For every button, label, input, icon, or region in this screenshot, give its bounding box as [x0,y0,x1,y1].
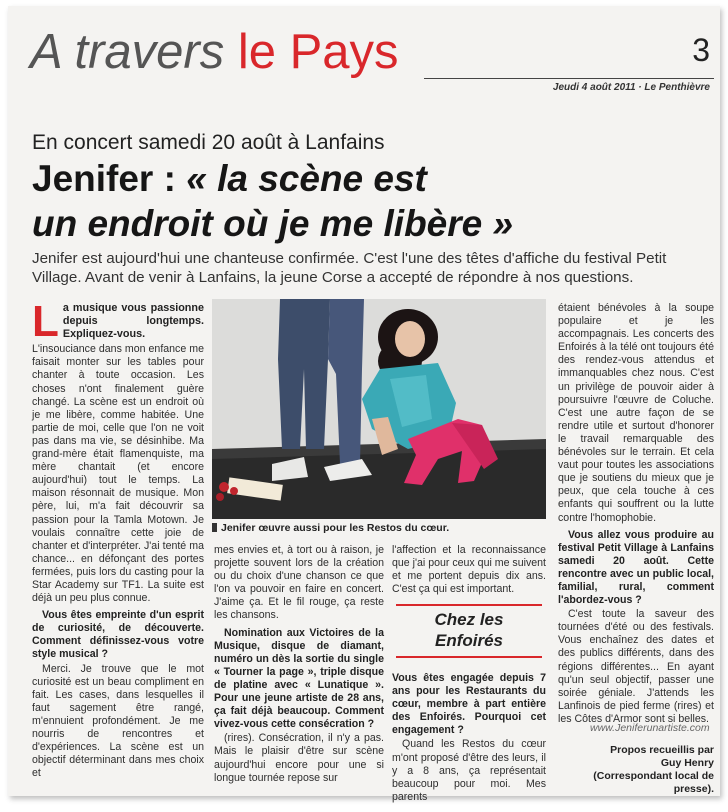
column-4 [558,302,714,725]
column-3-top [392,544,546,600]
drop-cap: L [32,297,59,346]
question-3: Nomination aux Victoires de la Musique, disque de diamant, numéro un dès la sortie du single « Tourner la page », triple disque de platine avec « Lunatique ». Pour une jeune artiste de 28 ans, ça fait déjà beaucoup. Comment vivez-vous cette consécration ? [214,626,384,731]
page-number: 3 [692,32,710,68]
credit-line-2: Guy Henry [660,757,714,769]
answer-2: Merci. Je trouve que le mot curiosité est un beau compliment en fait. Les cases, dans lesquelles il faut sagement être rangé, m'ennuient profondément. Je me nourris de rencontres et d'expériences. La scène est un objectif déterminant dans mes choix et [32,662,204,780]
answer-4: Quand les Restos du cœur m'ont proposé d'être des leurs, il y a 8 ans, ça représentait beaucoup pour moi. Mes parents [392,738,546,803]
question-4: Vous êtes engagée depuis 7 ans pour les Restaurants du cœur, membre à part entière des Enfoirés. Pourquoi cet engagement ? [392,672,546,737]
column-1 [32,297,204,788]
photo-caption [212,522,546,534]
credit-line-3: (Correspondant local de presse). [593,770,714,795]
question-5: Vous allez vous produire au festival Petit Village à Lanfains samedi 20 août. Cette rencontre avec un public local, familial, rural, comment l'abordez-vous ? [558,528,714,607]
website-watermark: www.Jeniferunartiste.com [590,722,710,734]
first-question [32,297,204,346]
answer-4-continued: étaient bénévoles à la soupe populaire et je les accompagnais. Les concerts des Enfoirés à la télé ont toujours été des rendez-vous attendus et immanquables chez nous. C'est un privilège de pouvoir aider à poursuivre l'œuvre de Coluche. C'est une autre façon de se rendre utile et surtout d'honorer le travail remarquable des bénévoles sur le terrain. Et cela vaut pour toutes les associations que je soutiens du mieux que je peux, que cela touche à ces enfants qui souffrent ou la lutte contre l'homophobie. [558,302,714,524]
answer-3-continued: l'affection et la reconnaissance que j'ai pour ceux qui me suivent et me portent depuis dix ans. C'est ça qui est important. [392,544,546,596]
answer-3: (rires). Consécration, il n'y a pas. Mais le plaisir d'être sur scène aujourd'hui encore pour une si longue tournée repose sur [214,732,384,784]
header-rule [424,78,714,79]
column-2 [214,544,384,788]
question-2: Vous êtes empreinte d'un esprit de curiosité, de découverte. Comment définissez-vous votre style musical ? [32,609,204,661]
section-title-part1: A travers [30,25,225,79]
answer-2-continued: mes envies et, à tort ou à raison, je projette souvent lors de la création ou du choix d'une chanson ce que l'on va pouvoir en faire en concert. J'aime ça. Et le fil rouge, ça reste les chansons. [214,544,384,622]
article-kicker: En concert samedi 20 août à Lanfains [32,131,385,154]
section-title-part2: le Pays [237,25,399,79]
article-intro: Jenifer est aujourd'hui une chanteuse confirmée. C'est l'une des têtes d'affiche du festival Petit Village. Avant de venir à Lanfains, la jeune Corse a accepté de répondre à nos questions. [32,250,667,286]
page-header [8,6,720,96]
sidebar-box-title [396,609,542,651]
box-rule-top [396,604,542,606]
article-headline [32,156,513,246]
article-credit [568,744,714,796]
box-title-line2: Enfoirés [434,631,504,650]
box-rule-bottom [396,656,542,658]
headline-quote-end: un endroit où je me libère » [32,203,514,244]
headline-quote-start: « la scène est [186,158,427,199]
answer-1: L'insouciance dans mon enfance me faisait monter sur les tables pour chanter à toute occasion. Les choses n'ont finalement guère changé. La scène est un endroit où je me libère, comme habitée. Une partie de moi, celle que l'on ne voit pas dans ma vie, se désinhibe. Ma grand-mère était flamenquiste, ma mère chantait (et encore aujourd'hui) tout le temps. La maison résonnait de musique. Mon père, lui, m'a fait découvrir sa passion pour la Tamla Motown. Je voulais connaître cette joie de chanter et d'interpréter. J'ai tenté ma chance... en défonçant des portes fermées, puis lors du casting pour la Star Academy sur TF1. La suite est déjà un peu plus connue. [32,343,204,605]
photo-caption-text: Jenifer œuvre aussi pour les Restos du cœur. [221,522,450,534]
section-title [30,24,399,80]
caption-marker [212,523,217,532]
article-photo [212,299,546,519]
box-title-line1: Chez les [434,610,504,629]
headline-name: Jenifer : [32,158,176,199]
dateline: Jeudi 4 août 2011 · Le Penthièvre [552,82,710,93]
question-1-text: a musique vous passionne depuis longtemps. Expliquez-vous. [62,302,204,341]
credit-line-1: Propos recueillis par [610,744,714,756]
column-3-bottom [392,672,546,803]
newspaper-page [8,6,720,803]
answer-5: C'est toute la saveur des tournées d'été ou des festivals. Vous enchaînez des dates et des publics différents, dans des régions différentes... En ayant qu'un seul objectif, passer une soirée géniale. J'attends les Lanfinois de pied ferme (rires) et les Côtes d'Armor sont si belles. [558,608,714,725]
photo-illustration [212,299,546,519]
